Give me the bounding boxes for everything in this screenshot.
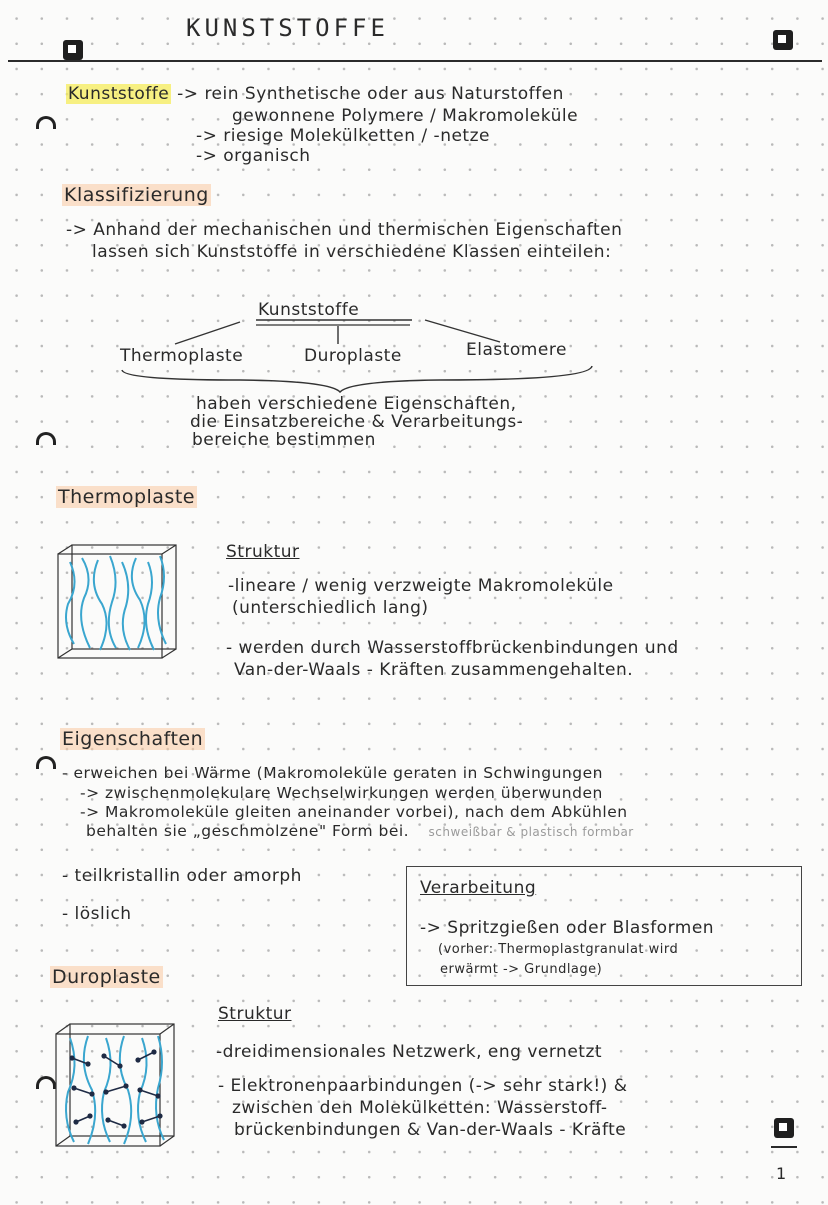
eigenschaften-line-3: -> Makromoleküle gleiten aneinander vorbei), nach dem Abkühlen (80, 803, 628, 821)
definition-line-3: -> riesige Molekülketten / -netze (196, 126, 490, 146)
duroplast-structure-drawing (54, 1022, 178, 1152)
duroplaste-structure-2: - Elektronenpaarbindungen (-> sehr stark!) & (218, 1076, 628, 1096)
eigenschaften-line-1: - erweichen bei Wärme (Makromoleküle geraten in Schwingungen (62, 764, 603, 782)
thermoplaste-structure-heading: Struktur (226, 542, 300, 562)
thermoplaste-structure-2: (unterschiedlich lang) (232, 598, 429, 618)
definition-text-1: rein Synthetische oder aus Naturstoffen (204, 84, 564, 104)
classification-line-1: -> Anhand der mechanischen und thermischen Eigenschaften (66, 220, 623, 240)
page-number: 1 (776, 1164, 787, 1183)
definition-line-2: gewonnene Polymere / Makromoleküle (232, 106, 579, 126)
tree-root: Kunststoffe (258, 300, 360, 320)
verarbeitung-heading: Verarbeitung (420, 878, 537, 898)
thermoplaste-heading (56, 486, 197, 508)
classification-heading-text: Klassifizierung (64, 184, 209, 206)
definition-line-4: -> organisch (196, 146, 311, 166)
thermoplast-structure-drawing (56, 544, 180, 662)
classification-line-2: lassen sich Kunststoffe in verschiedene Klassen einteilen: (92, 242, 612, 262)
tree-child-thermoplaste: Thermoplaste (120, 346, 244, 366)
duroplaste-heading (50, 966, 163, 988)
duroplaste-heading-text: Duroplaste (52, 966, 161, 988)
thermoplaste-structure-4: Van-der-Waals - Kräften zusammengehalten. (234, 660, 634, 680)
eigenschaften-pencil-note: schweißbar & plastisch formbar (428, 825, 634, 839)
thermoplaste-structure-1: -lineare / wenig verzweigte Makromoleküle (228, 576, 614, 596)
classification-note-1: haben verschiedene Eigenschaften, (196, 394, 517, 414)
duroplaste-structure-3: zwischen den Molekülketten: Wasserstoff- (232, 1098, 608, 1118)
definition-arrow: -> (177, 84, 199, 104)
eigenschaften-line-4 (86, 822, 634, 840)
verarbeitung-line-1: -> Spritzgießen oder Blasformen (420, 918, 715, 938)
verarbeitung-line-3: erwärmt -> Grundlage) (440, 962, 603, 977)
eigenschaften-heading-text: Eigenschaften (62, 728, 204, 750)
eigenschaften-line-4-text: behalten sie „geschmolzene" Form bei. (86, 822, 410, 840)
page-number-rule (771, 1146, 797, 1148)
classification-note-2: die Einsatzbereiche & Verarbeitungs- (190, 412, 524, 432)
verarbeitung-line-2: (vorher: Thermoplastgranulat wird (438, 942, 679, 957)
eigenschaften-heading (60, 728, 205, 750)
eigenschaften-line-6: - löslich (62, 904, 132, 924)
definition-term: Kunststoffe (68, 84, 170, 104)
page-title: KUNSTSTOFFE (186, 14, 389, 42)
eigenschaften-line-5: - teilkristallin oder amorph (62, 866, 302, 886)
tree-child-duroplaste: Duroplaste (304, 346, 402, 366)
eigenschaften-line-2: -> zwischenmolekulare Wechselwirkungen werden überwunden (80, 784, 603, 802)
duroplaste-structure-1: -dreidimensionales Netzwerk, eng vernetzt (216, 1042, 603, 1062)
tree-child-elastomere: Elastomere (466, 340, 567, 360)
thermoplaste-structure-3: - werden durch Wasserstoffbrückenbindungen und (226, 638, 679, 658)
corner-mark-icon (774, 1118, 794, 1138)
thermoplaste-heading-text: Thermoplaste (58, 486, 195, 508)
duroplaste-structure-heading: Struktur (218, 1004, 292, 1024)
duroplaste-structure-4: brückenbindungen & Van-der-Waals - Kräfte (234, 1120, 627, 1140)
classification-note-3: bereiche bestimmen (192, 430, 376, 450)
